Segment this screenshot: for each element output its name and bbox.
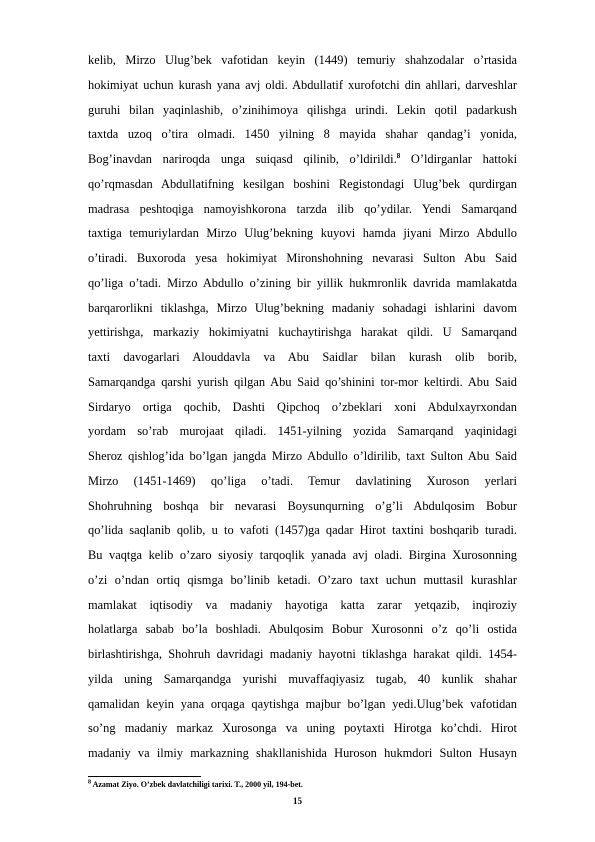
text-line: madrasa peshtoqiga namoyishkorona tarzda ilib qo’ydilar. Yendi Samarqand: [88, 201, 517, 216]
text-line: birlashtirishga, Shohruh davridagi madaniy hayotni tiklashga harakat qildi. 1454-: [88, 647, 517, 661]
text-line-with-footnote: [88, 147, 517, 172]
text-line: taxtda uzoq o’tira olmadi. 1450 yilning 8 mayida shahar qandag’i yonida,: [88, 127, 517, 142]
footnote-text: Azamat Ziyo. O’zbek davlatchiligi tarixi. T., 2000 yil, 194-bet.: [92, 780, 303, 789]
text-line-segment: Bog’inavdan nariroqda unga suiqasd qilinib, o’ldirildi.: [88, 152, 397, 166]
text-line: qo’rqmasdan Abdullatifning kesilgan boshini Registondagi Ulug’bek qurdirgan: [88, 176, 517, 191]
text-line: mamlakat iqtisodiy va madaniy hayotiga katta zarar yetqazib, inqiroziy: [88, 597, 517, 612]
text-line: o’zi o’ndan ortiq qismga bo’linib ketadi. O’zaro taxt uchun muttasil kurashlar: [88, 572, 517, 587]
text-line: qamalidan keyin yana orqaga qaytishga majbur bo’lgan yedi.Ulug’bek vafotidan: [88, 696, 517, 711]
text-line: yettirishga, markaziy hokimiyatni kuchaytirishga harakat qildi. U Samarqand: [88, 325, 517, 340]
text-line: Mirzo (1451-1469) qo’liga o’tadi. Temur davlatining Xuroson yerlari: [88, 473, 517, 488]
footnote-separator: [88, 776, 201, 777]
text-line: Bu vaqtga kelib o’zaro siyosiy tarqoqlik yanada avj oladi. Birgina Xurosonning: [88, 548, 517, 562]
text-line: qo’liga o’tadi. Mirzo Abdullo o’zining bir yillik hukmronlik davrida mamlakatda: [88, 275, 517, 290]
footnote: [88, 780, 517, 790]
text-line: so’ng madaniy markaz Xurosonga va uning poytaxti Hirotga ko’chdi. Hirot: [88, 721, 517, 736]
text-line: hokimiyat uchun kurash yana avj oldi. Abdullatif xurofotchi din ahllari, darveshlar: [88, 77, 517, 92]
text-line-segment: O’ldirganlar hattoki: [410, 152, 518, 166]
text-line: Samarqandga qarshi yurish qilgan Abu Said qo’shinini tor-mor keltirdi. Abu Said: [88, 374, 517, 389]
text-line: holatlarga sabab bo’la boshladi. Abulqosim Bobur Xurosonni o’z qo’li ostida: [88, 622, 517, 637]
text-line: kelib, Mirzo Ulug’bek vafotidan keyin (1449) temuriy shahzodalar o’rtasida: [88, 53, 517, 67]
body-text: [88, 48, 517, 766]
footnote-reference[interactable]: 8: [396, 151, 401, 160]
text-line: guruhi bilan yaqinlashib, o’zinihimoya qilishga urindi. Lekin qotil padarkush: [88, 102, 517, 117]
text-line: Sirdaryo ortiga qochib, Dashti Qipchoq o’zbeklari xoni Abdulxayrxondan: [88, 399, 517, 414]
text-line: yilda uning Samarqandga yurishi muvaffaqiyasiz tugab, 40 kunlik shahar: [88, 671, 517, 686]
text-line: Sheroz qishlog’ida bo’lgan jangda Mirzo Abdullo o’ldirilib, taxt Sulton Abu Said: [88, 449, 517, 463]
footnote-number: 8: [88, 779, 91, 786]
text-line: barqarorlikni tiklashga, Mirzo Ulug’bekning madaniy sohadagi ishlarini davom: [88, 300, 517, 315]
text-line: Shohruhning boshqa bir nevarasi Boysunqurning o’g’li Abdulqosim Bobur: [88, 498, 517, 513]
text-line: taxtiga temuriylardan Mirzo Ulug’bekning kuyovi hamda jiyani Mirzo Abdullo: [88, 226, 517, 241]
page-number: 15: [293, 796, 302, 806]
text-line: taxti davogarlari Alouddavla va Abu Saidlar bilan kurash olib borib,: [88, 350, 517, 364]
text-line: o’tiradi. Buxoroda yesa hokimiyat Mironshohning nevarasi Sulton Abu Said: [88, 251, 517, 265]
text-line: yordam so’rab murojaat qiladi. 1451-yilning yozida Samarqand yaqinidagi: [88, 424, 517, 439]
text-line: qo’lida saqlanib qolib, u to vafoti (1457)ga qadar Hirot taxtini boshqarib turadi.: [88, 523, 517, 538]
text-line: madaniy va ilmiy markazning shakllanishida Huroson hukmdori Sulton Husayn: [88, 746, 517, 760]
